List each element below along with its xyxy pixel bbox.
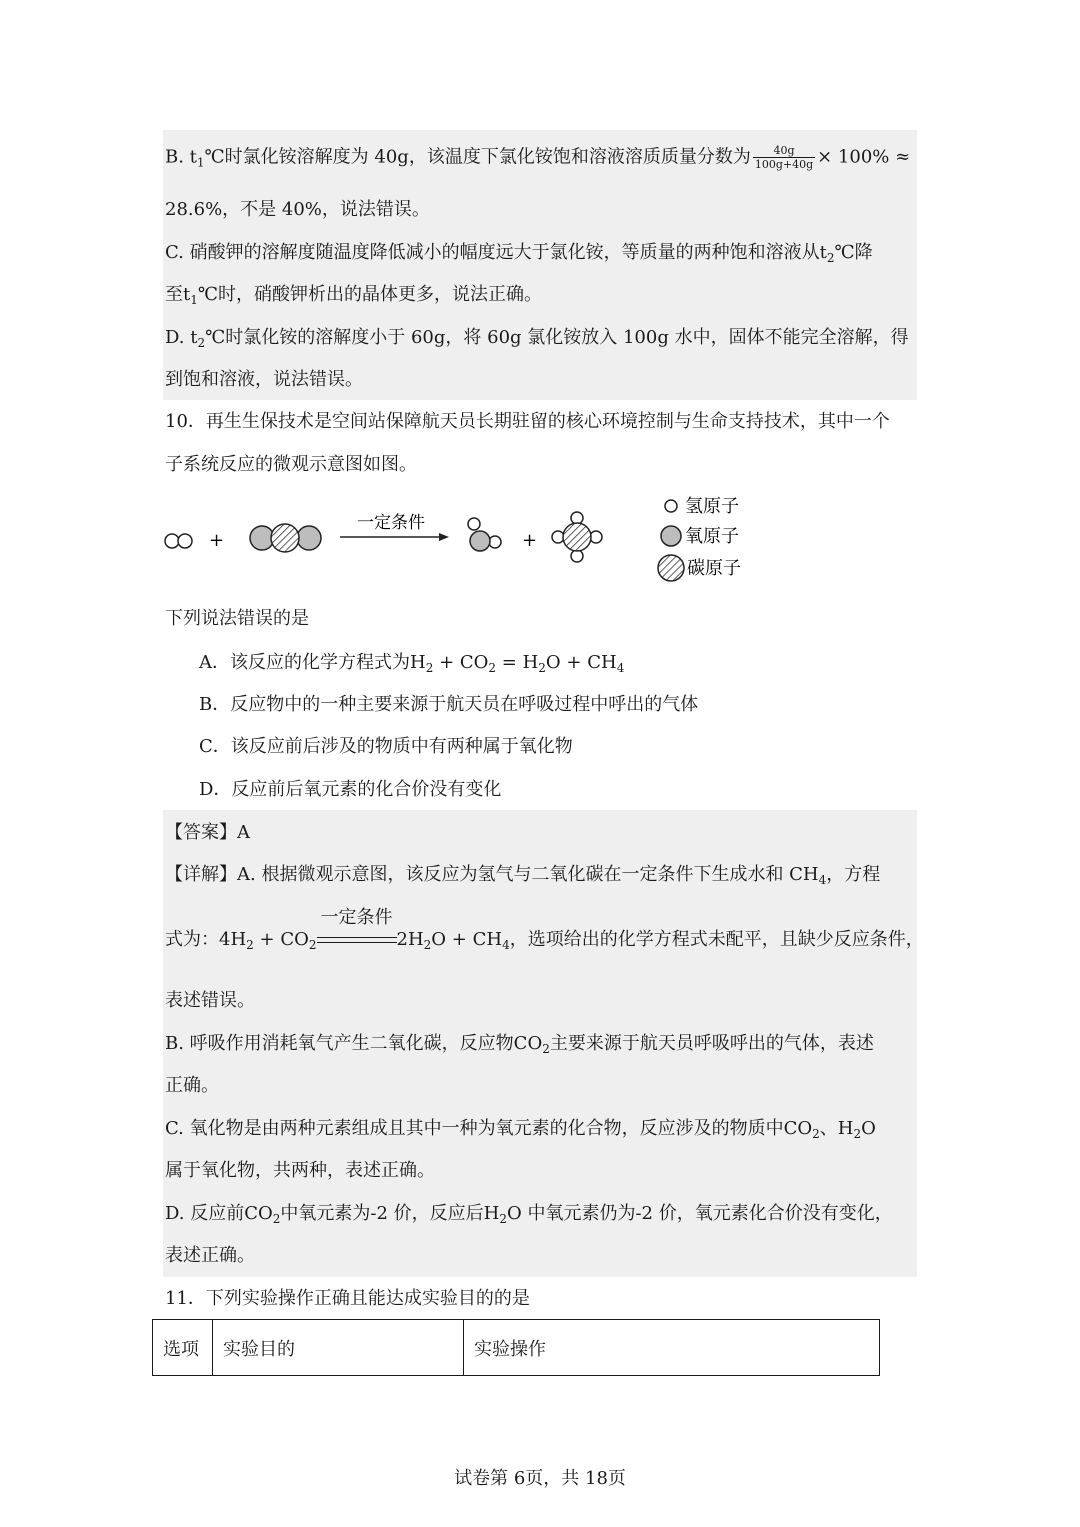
- q10-detail-a-line3: 表述错误。: [165, 990, 255, 1011]
- page-footer: 试卷第 6页，共 18页: [454, 1468, 626, 1489]
- carbon-dioxide-molecule: [250, 524, 321, 552]
- q11-stem: 11．下列实验操作正确且能达成实验目的的是: [165, 1288, 530, 1309]
- q10-option-b: B．反应物中的一种主要来源于航天员在呼吸过程中呼出的气体: [199, 694, 699, 715]
- q10-detail-b-line2: 正确。: [165, 1075, 219, 1096]
- q10-stem-line2: 子系统反应的微观示意图如图。: [165, 454, 417, 475]
- hydrogen-molecule: [165, 534, 192, 548]
- reaction-micro-diagram: [160, 492, 760, 592]
- q10-option-c: C．该反应前后涉及的物质中有两种属于氧化物: [199, 736, 573, 757]
- legend-carbon: 碳原子: [687, 558, 741, 579]
- q9-explain-d-line2: 到饱和溶液，说法错误。: [165, 369, 363, 390]
- q10-detail-a-line2: 式为：$4H_2 + CO_2$ 一定条件 $2H_2O + CH_4$，选项给出的化学方程式未配平，且缺少反应条件，: [165, 907, 924, 952]
- fraction: $\frac{40g}{100g+40g}$: [754, 144, 814, 171]
- table-header-row: [153, 1320, 880, 1376]
- q10-detail-c-line2: 属于氧化物，共两种，表述正确。: [165, 1160, 435, 1181]
- q9-explain-b-line2: 28.6%，不是 40%，说法错误。: [165, 199, 430, 220]
- q10-detail-a-line1: 【详解】A. 根据微观示意图，该反应为氢气与二氧化碳在一定条件下生成水和 $CH_4$，方程: [165, 864, 881, 887]
- methane-molecule: [552, 512, 602, 562]
- condition-equals-sign: 一定条件: [317, 927, 397, 953]
- q10-question: 下列说法错误的是: [165, 608, 309, 629]
- q10-detail-b-line1: B. 呼吸作用消耗氧气产生二氧化碳，反应物$CO_2$主要来源于航天员呼吸呼出的气体，表述: [165, 1033, 874, 1056]
- q10-detail-c-line1: C. 氧化物是由两种元素组成且其中一种为氧元素的化合物，反应涉及的物质中$CO_2$、$H_2O$: [165, 1118, 876, 1141]
- q10-detail-d-line1: D. 反应前$CO_2$中氧元素为-2 价，反应后$H_2O$ 中氧元素仍为-2 价，氧元素化合价没有变化，: [165, 1203, 893, 1226]
- q9-explain-c-line1: C. 硝酸钾的溶解度随温度降低减小的幅度远大于氯化铵，等质量的两种饱和溶液从$t_2℃$降: [165, 242, 873, 265]
- table-header-operation: 实验操作: [464, 1320, 880, 1376]
- q10-detail-d-line2: 表述正确。: [165, 1245, 255, 1266]
- q10-option-d: D．反应前后氧元素的化合价没有变化: [199, 779, 502, 800]
- q10-answer: 【答案】A: [165, 822, 250, 843]
- q9-explain-b-line1: B. $t_1℃$时氯化铵溶解度为 40g，该温度下氯化铵饱和溶液溶质质量分数为 $\frac{40g}{100g+40g}$ × 100% ≈: [165, 144, 911, 171]
- diagram-legend: [658, 496, 741, 581]
- reaction-condition: 一定条件: [357, 513, 425, 533]
- q9-explain-d-line1: D. $t_2℃$时氯化铵的溶解度小于 60g，将 60g 氯化铵放入 100g 水中，固体不能完全溶解，得: [165, 327, 909, 350]
- q10-option-a: A．该反应的化学方程式为$H_2 + CO_2 = H_2O + CH_4$: [199, 652, 625, 675]
- plus-sign: +: [522, 530, 538, 551]
- legend-oxygen: 氧原子: [685, 526, 739, 547]
- q10-stem-line1: 10．再生生保技术是空间站保障航天员长期驻留的核心环境控制与生命支持技术，其中一个: [165, 411, 890, 432]
- table-header-purpose: 实验目的: [213, 1320, 464, 1376]
- water-molecule: [468, 518, 501, 551]
- experiment-table: [152, 1319, 880, 1376]
- plus-sign: +: [209, 530, 225, 551]
- q9-explain-c-line2: 至$t_1℃$时，硝酸钾析出的晶体更多，说法正确。: [165, 284, 543, 307]
- legend-hydrogen: 氢原子: [685, 496, 739, 517]
- reaction-arrow: [340, 533, 449, 541]
- table-header-option: 选项: [153, 1320, 213, 1376]
